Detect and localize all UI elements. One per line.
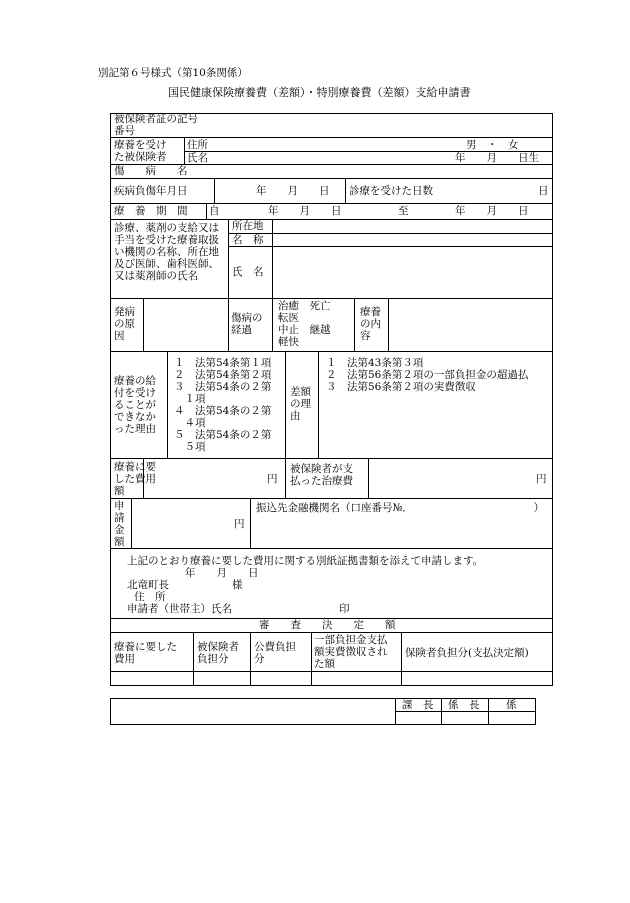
treatment-days-unit: 日 [538,185,549,197]
location-label: 所在地 [232,220,264,232]
claim-amount-yen: 円 [234,518,245,530]
col-insurer-share: 保険者負担分(支払決定額) [405,647,529,659]
disease-name-label: 傷 病 名 [114,165,188,177]
period-from-label: 自 [209,205,220,217]
reason-unable-label: 療養の給 付を受け ることが できなか った理由 [114,375,156,435]
review-header: 審 査 決 定 額 [259,619,396,631]
name-label: 氏名 [187,152,208,164]
facility-name-label: 名 称 [232,234,264,246]
treated-insured-label: 療養を受け た被保険者 [114,139,167,163]
treatment-period-label: 療 養 期 間 [114,205,188,217]
declaration-date[interactable]: 年 月 日 [185,567,259,579]
insured-card-number-label: 被保険者証の記号 番号 [114,113,198,137]
period-from-date[interactable]: 年 月 日 [268,205,342,217]
required-cost-yen: 円 [267,473,278,485]
treatment-content-label: 療養 の内 容 [360,306,381,342]
col-public-share: 公費負担 分 [254,641,296,665]
stamp-staff: 係 [506,699,517,711]
outcome-options[interactable]: 治癒 死亡 転医 中止 継越 軽快 [278,300,331,348]
page-title: 国民健康保険療養費（差額）・特別療養費（差額）支給申請書 [168,86,471,99]
reasons-list[interactable]: １ 法第54条第１項 ２ 法第54条第２項 ３ 法第54条の２第 １項 ４ 法第54条の２第 ４項 ５ 法第54条の２第 ５項 [174,357,272,453]
difference-reason-label: 差額 の理 由 [290,386,311,422]
injury-date-field[interactable]: 年 月 日 [256,185,330,197]
stamp-subsection-chief: 係 長 [448,699,480,711]
insured-paid-label: 被保険者が支 払った治療費 [290,463,353,487]
stamp-section-chief: 課 長 [402,699,434,711]
difference-reasons-list[interactable]: １ 法第43条第３項 ２ 法第56条第２項の一部負担金の超過払 ３ 法第56条第２項の実費徴収 [326,357,529,393]
gender-options[interactable]: 男 ・ 女 [466,139,519,151]
seal-mark: 印 [339,603,350,615]
injury-date-label: 疾病負傷年月日 [114,185,188,197]
progress-label: 傷病の 経過 [231,312,263,336]
col-treatment-cost: 療養に要した 費用 [114,641,177,665]
period-to-date[interactable]: 年 月 日 [455,205,529,217]
bank-account-label: 振込先金融機関名（口座番号№． ） [256,502,545,514]
practitioner-name-label: 氏 名 [232,266,264,278]
insured-paid-yen: 円 [536,473,547,485]
claim-amount-label: 申 請 金 額 [114,500,125,548]
declaration-text: 上記のとおり療養に要した費用に関する別紙証拠書類を添えて申請します。 [127,555,484,567]
provider-description: 診療、薬剤の支給又は手当を受けた療養取扱い機関の名称、所在地及び医師、歯科医師、又は薬剤師の氏名 [114,222,219,282]
period-to-label: 至 [398,205,409,217]
col-partial-payment: 一部負担金支払 額実費徴収され た額 [314,634,388,670]
applicant-name-label: 申請者（世帯主）氏名 [127,603,232,615]
mayor-addressee: 北竜町長 様 [127,579,243,591]
birth-date-field[interactable]: 年 月 日生 [455,152,539,164]
applicant-address-label: 住 所 [134,591,166,603]
treatment-days-label: 診療を受けた日数 [349,185,433,197]
form-label: 別記第６号様式（第10条関係） [98,67,248,79]
address-label: 住所 [187,139,208,151]
cause-label: 発病 の原 因 [114,306,135,342]
required-cost-label: 療養に要 した費用 額 [114,461,156,497]
col-insured-share: 被保険者 負担分 [197,641,239,665]
